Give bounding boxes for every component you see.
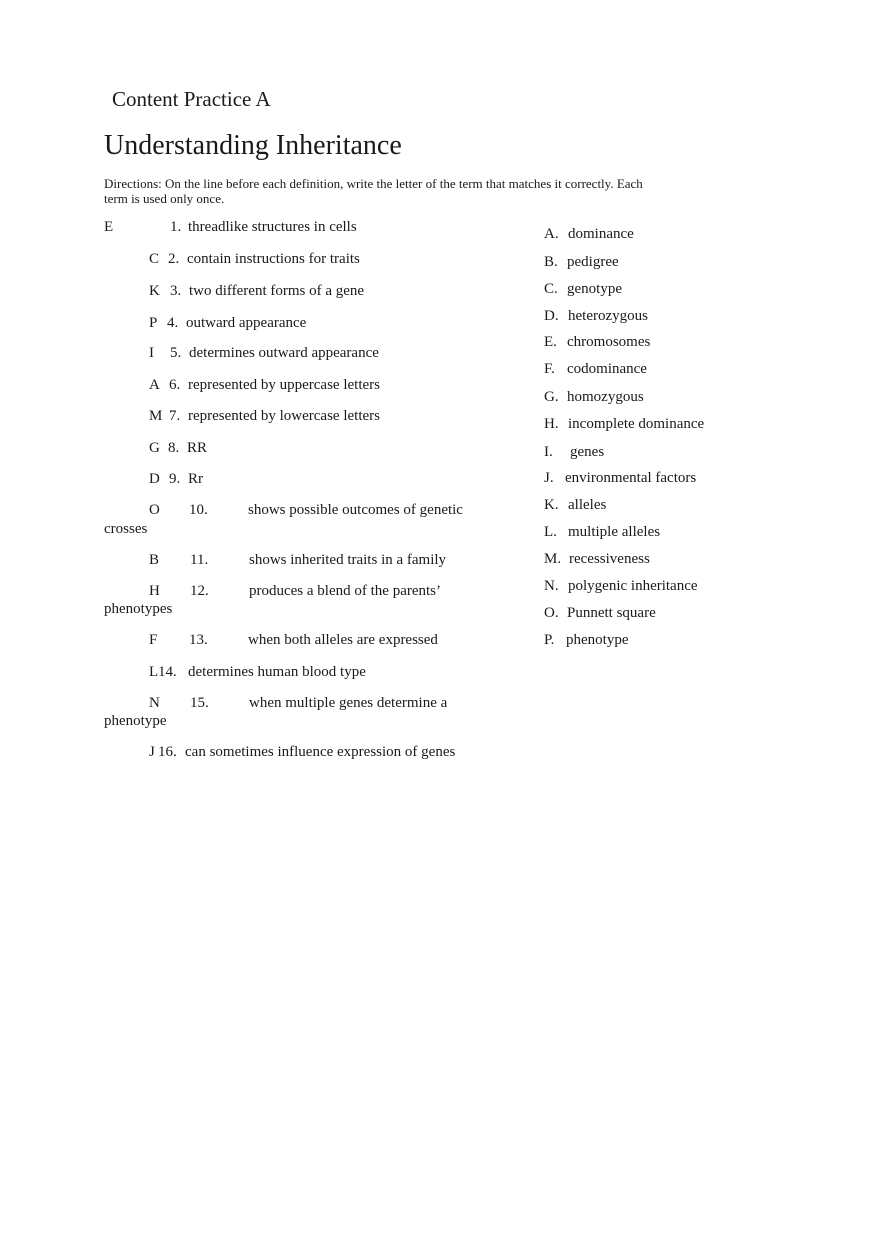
definition-9: Rr [188, 471, 203, 487]
answer-15: N [149, 695, 160, 711]
term-k: alleles [568, 497, 607, 513]
term-letter-k: K. [544, 497, 559, 513]
answer-12: H [149, 583, 160, 599]
term-letter-b: B. [544, 254, 558, 270]
term-a: dominance [568, 226, 634, 242]
definition-12: produces a blend of the parents’ [249, 583, 442, 599]
answer-8: G [149, 440, 160, 456]
answer-7: M [149, 408, 163, 424]
answer-16: J [149, 744, 155, 760]
question-number-7: 7. [169, 408, 181, 424]
question-number-2: 2. [168, 251, 180, 267]
term-j: environmental factors [565, 470, 697, 486]
term-letter-l: L. [544, 524, 557, 540]
definition-15-continuation: phenotype [104, 713, 167, 729]
term-e: chromosomes [567, 334, 651, 350]
definition-15: when multiple genes determine a [249, 695, 448, 711]
term-letter-e: E. [544, 334, 557, 350]
term-letter-d: D. [544, 308, 559, 324]
directions-line-1: Directions: On the line before each definition, write the letter of the term that matches it correctly. Each [104, 176, 643, 191]
question-number-14: 14. [158, 664, 177, 680]
definition-14: determines human blood type [188, 664, 366, 680]
answer-4: P [149, 315, 158, 331]
term-i: genes [570, 444, 605, 460]
answer-9: D [149, 471, 160, 487]
question-number-1: 1. [170, 219, 182, 235]
answer-11: B [149, 552, 160, 568]
definition-11: shows inherited traits in a family [249, 552, 447, 568]
answer-10: O [149, 502, 160, 518]
question-number-3: 3. [170, 283, 182, 299]
definition-7: represented by lowercase letters [188, 408, 380, 424]
term-f: codominance [567, 361, 647, 377]
answer-3: K [149, 283, 160, 299]
question-number-13: 13. [189, 632, 208, 648]
term-letter-h: H. [544, 416, 559, 432]
term-letter-c: C. [544, 281, 558, 297]
question-number-10: 10. [189, 502, 208, 518]
definition-10-continuation: crosses [104, 521, 148, 537]
definition-16: can sometimes influence expression of genes [185, 744, 456, 760]
term-g: homozygous [567, 389, 644, 405]
definition-10: shows possible outcomes of genetic [248, 502, 463, 518]
question-number-8: 8. [168, 440, 180, 456]
answer-1: E [104, 219, 114, 235]
question-number-5: 5. [170, 345, 182, 361]
definition-12-continuation: phenotypes [104, 601, 173, 617]
question-number-12: 12. [190, 583, 209, 599]
definition-5: determines outward appearance [189, 345, 379, 361]
definition-8: RR [187, 440, 208, 456]
term-letter-a: A. [544, 226, 559, 242]
term-d: heterozygous [568, 308, 648, 324]
definition-6: represented by uppercase letters [188, 377, 380, 393]
definition-4: outward appearance [186, 315, 307, 331]
term-o: Punnett square [567, 605, 656, 621]
term-p: phenotype [566, 632, 629, 648]
directions-line-2: term is used only once. [104, 191, 225, 206]
question-number-9: 9. [169, 471, 181, 487]
answer-2: C [149, 251, 160, 267]
term-letter-n: N. [544, 578, 559, 594]
answer-13: F [149, 632, 158, 648]
term-letter-o: O. [544, 605, 559, 621]
term-letter-p: P. [544, 632, 555, 648]
answer-6: A [149, 377, 160, 393]
term-n: polygenic inheritance [568, 578, 698, 594]
definition-1: threadlike structures in cells [188, 219, 357, 235]
term-h: incomplete dominance [568, 416, 705, 432]
page-title: Understanding Inheritance [104, 130, 402, 161]
question-number-4: 4. [167, 315, 179, 331]
term-letter-g: G. [544, 389, 559, 405]
question-number-15: 15. [190, 695, 209, 711]
answer-5: I [149, 345, 154, 361]
term-letter-i: I. [544, 444, 553, 460]
term-letter-j: J. [544, 470, 554, 486]
answer-14: L [149, 664, 159, 680]
question-number-16: 16. [158, 744, 177, 760]
term-b: pedigree [567, 254, 619, 270]
definition-13: when both alleles are expressed [248, 632, 438, 648]
question-number-11: 11. [190, 552, 209, 568]
term-letter-f: F. [544, 361, 555, 377]
question-number-6: 6. [169, 377, 181, 393]
term-letter-m: M. [544, 551, 562, 567]
term-c: genotype [567, 281, 622, 297]
directions [104, 176, 704, 206]
term-m: recessiveness [569, 551, 650, 567]
definition-3: two different forms of a gene [189, 283, 365, 299]
definition-2: contain instructions for traits [187, 251, 360, 267]
term-l: multiple alleles [568, 524, 661, 540]
subtitle: Content Practice A [112, 87, 271, 111]
